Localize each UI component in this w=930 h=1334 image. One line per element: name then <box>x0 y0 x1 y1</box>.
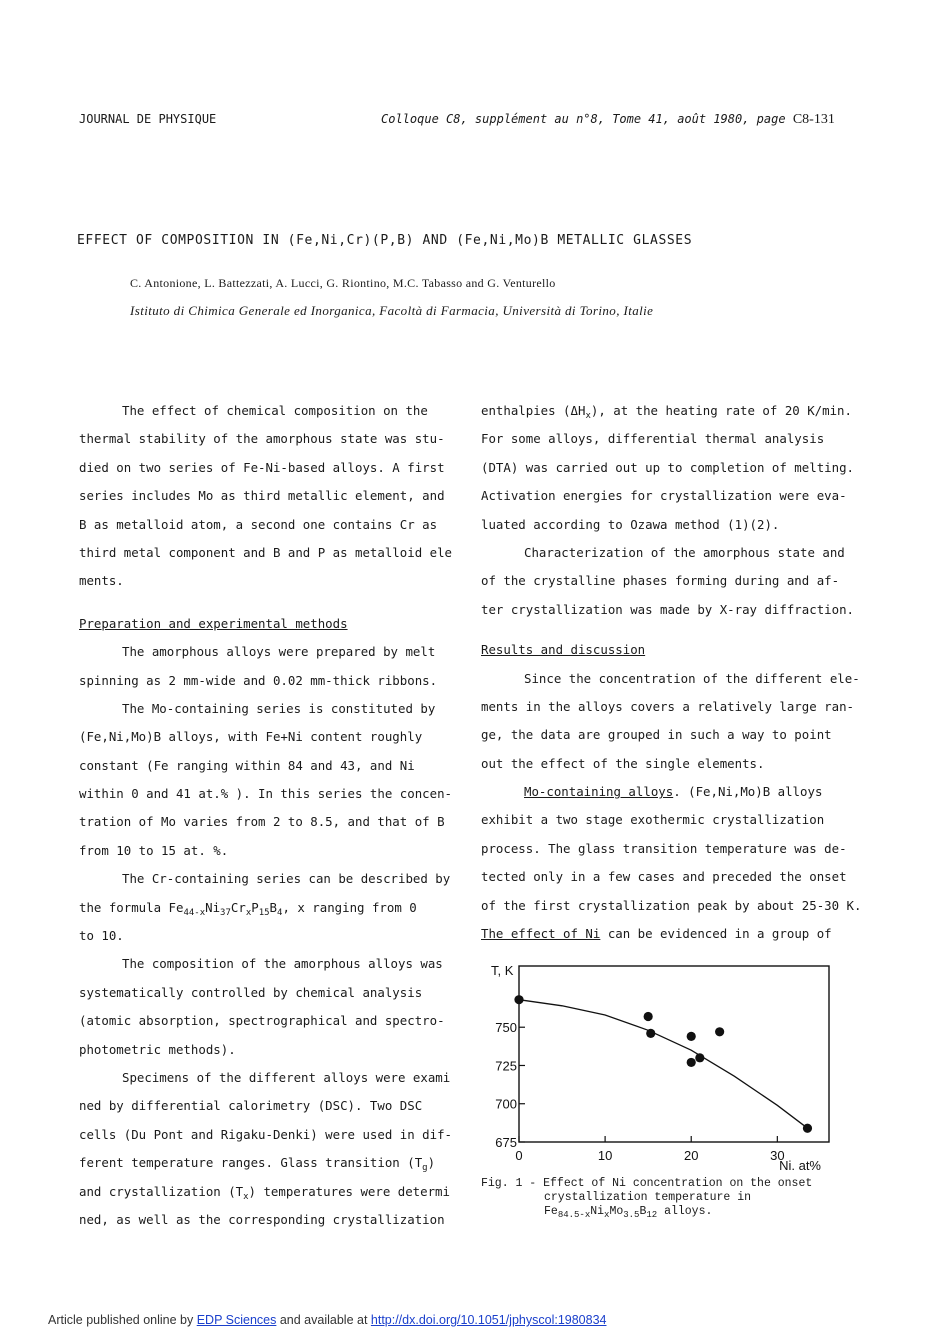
ni-concentration-chart <box>481 958 841 1170</box>
body-line: ter crystallization was made by X-ray diffraction. <box>481 601 854 617</box>
body-line: enthalpies $(\Delta H_x)$, at the heating rate of 20 K/min. <box>481 403 852 421</box>
body-line: (atomic absorption, spectrographical and spectro- <box>79 1013 445 1029</box>
doi-link[interactable]: http://dx.doi.org/10.1051/jphyscol:1980834 <box>370 1313 607 1327</box>
x-tick-label: 10 <box>597 1148 613 1163</box>
data-point <box>803 1124 812 1133</box>
x-tick-label: 0 <box>515 1148 523 1163</box>
body-line: The amorphous alloys were prepared by melt <box>122 644 436 660</box>
formula-line: the formula $Fe_{44-x}Ni_{37}Cr_xP_{15}B_4$, x ranging from 0 <box>79 899 417 918</box>
body-line: of the first crystallization peak by about 25-30 K. <box>481 897 862 913</box>
publication-footer: Article published online by EDP Sciences and available at http://dx.doi.org/10.1051/jphyscol:1980834 <box>48 1313 607 1327</box>
body-line: ned, as well as the corresponding crystallization <box>79 1211 445 1227</box>
body-line: process. The glass transition temperature was de- <box>481 840 847 856</box>
body-line: Activation energies for crystallization were eva- <box>481 488 847 504</box>
body-line: tration of Mo varies from 2 to 8.5, and that of B <box>79 814 445 830</box>
body-line: The Mo-containing series is constituted by <box>122 700 436 716</box>
ni-effect-heading: The effect of Ni <box>481 926 601 942</box>
article-affiliation: Istituto di Chimica Generale ed Inorganica, Facoltà di Farmacia, Università di Torino, Italie <box>130 303 654 318</box>
y-tick-label: 700 <box>495 1096 517 1112</box>
article-authors: C. Antonione, L. Battezzati, A. Lucci, G. Riontino, M.C. Tabasso and G. Venturello <box>130 276 556 290</box>
data-point <box>644 1012 653 1021</box>
body-line: to 10. <box>79 928 124 944</box>
data-point <box>687 1058 696 1067</box>
y-tick-label: 675 <box>495 1135 517 1150</box>
article-title: EFFECT OF COMPOSITION IN (Fe,Ni,Cr)(P,B) AND (Fe,Ni,Mo)B METALLIC GLASSES <box>77 233 693 248</box>
body-line: (Fe,Ni,Mo)B alloys, with Fe+Ni content roughly <box>79 729 423 745</box>
body-line: exhibit a two stage exothermic crystallization <box>481 812 825 828</box>
mo-containing-heading: Mo-containing alloys <box>524 784 674 800</box>
y-tick-label: 750 <box>495 1020 517 1036</box>
body-line: spinning as 2 mm-wide and 0.02 mm-thick ribbons. <box>79 672 438 688</box>
journal-name: JOURNAL DE PHYSIQUE <box>79 112 217 126</box>
trend-curve <box>519 1000 808 1128</box>
body-line: within 0 and 41 at.% ). In this series the concen- <box>79 786 452 802</box>
body-line: (DTA) was carried out up to completion of melting. <box>481 459 854 475</box>
plot-frame <box>519 966 829 1142</box>
body-line: cells (Du Pont and Rigaku-Denki) were used in dif- <box>79 1126 452 1142</box>
body-line: Characterization of the amorphous state and <box>524 544 845 560</box>
body-line: tected only in a few cases and preceded the onset <box>481 869 847 885</box>
data-point <box>695 1053 704 1062</box>
body-line: out the effect of the single elements. <box>481 755 765 771</box>
body-line: thermal stability of the amorphous state was stu- <box>79 431 445 447</box>
body-line: luated according to Ozawa method (1)(2). <box>481 516 780 532</box>
caption-line: Fig. 1 - Effect of Ni concentration on the onset <box>481 1177 813 1190</box>
figure-1 <box>481 958 841 1170</box>
body-line: series includes Mo as third metallic element, and <box>79 488 445 504</box>
body-line: ments. <box>79 573 124 589</box>
body-line: systematically controlled by chemical analysis <box>79 984 423 1000</box>
caption-line: crystallization temperature in <box>544 1191 752 1204</box>
section-heading-preparation: Preparation and experimental methods <box>79 615 348 631</box>
body-line: ned by differential calorimetry (DSC). Two DSC <box>79 1098 423 1114</box>
body-line: photometric methods). <box>79 1041 236 1057</box>
y-axis-label: T, K <box>491 963 514 978</box>
body-line: constant (Fe ranging within 84 and 43, and Ni <box>79 757 415 773</box>
section-heading-results: Results and discussion <box>481 642 646 658</box>
body-line: For some alloys, differential thermal analysis <box>481 431 825 447</box>
x-axis-label: Ni, at% <box>779 1158 821 1170</box>
body-line: The effect of Ni can be evidenced in a group of <box>481 926 832 942</box>
body-line: The effect of chemical composition on the <box>122 403 428 418</box>
body-line: from 10 to 15 at. %. <box>79 842 229 858</box>
figure-caption <box>481 1177 812 1219</box>
body-line: Mo-containing alloys. (Fe,Ni,Mo)B alloys <box>524 784 823 800</box>
body-line: The Cr-containing series can be described by <box>122 871 451 887</box>
left-column <box>79 397 451 1234</box>
body-line: ments in the alloys covers a relatively large ran- <box>481 698 854 714</box>
data-point <box>687 1032 696 1041</box>
body-line: of the crystalline phases forming during and af- <box>481 573 840 589</box>
body-line: died on two series of Fe-Ni-based alloys. A first <box>79 459 445 475</box>
body-line: and crystallization $(T_x)$ temperatures were determi <box>79 1183 450 1202</box>
data-point <box>646 1029 655 1038</box>
x-tick-label: 30 <box>770 1148 785 1163</box>
caption-formula: $Fe_{84.5-x}Ni_xMo_{3.5}B_{12}$ alloys. <box>544 1205 713 1220</box>
body-line: Specimens of the different alloys were exami <box>122 1069 451 1085</box>
right-column <box>481 397 862 948</box>
colloque-text: Colloque C8, supplément au n°8, Tome 41, août 1980, page <box>381 112 786 126</box>
body-line: Since the concentration of the different ele- <box>524 670 860 686</box>
edp-sciences-link[interactable]: EDP Sciences <box>196 1313 277 1327</box>
body-line: ge, the data are grouped in such a way to point <box>481 727 832 743</box>
data-point <box>514 995 523 1004</box>
body-line: ferent temperature ranges. Glass transition $(T_g)$ <box>79 1155 436 1174</box>
data-point <box>715 1027 724 1036</box>
page-id: C8-131 <box>792 112 835 127</box>
y-tick-label: 725 <box>495 1058 517 1074</box>
body-line: The composition of the amorphous alloys was <box>122 956 443 972</box>
body-line: third metal component and B and P as metalloid ele <box>79 544 452 560</box>
body-line: B as metalloid atom, a second one contains Cr as <box>79 516 438 532</box>
colloque-reference <box>381 112 835 128</box>
x-tick-label: 20 <box>683 1148 699 1163</box>
